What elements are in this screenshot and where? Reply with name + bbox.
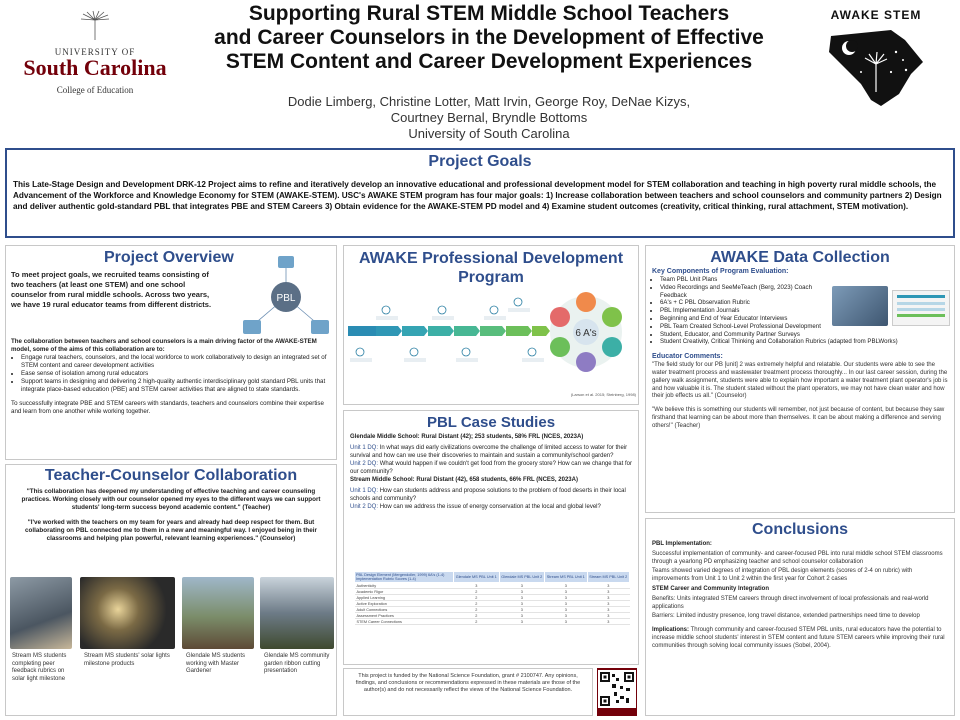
table-cell: 2 bbox=[454, 589, 500, 595]
funding-text: This project is funded by the National Science Foundation, grant # 2100747. Any opinions, findings, and conclusions or recommendations expressed in these materials are those of the author(s) and do not necessarily reflect the views of the National Science Foundation. bbox=[355, 673, 581, 693]
list-item: • 6A's + C PBL Observation Rubric bbox=[660, 299, 821, 307]
educator-comment-1: "The field study for our PB [unit] 2 was extremely helpful and relatable. Our students were able to see the water treatment process and wastewater treatment process thoroughly... In our last career session, during the gallery walk assignment, students were able to explain how important a water treatment plant operator's job is and how valuable it is. The student stated without the plant operators, we may not have clean water and how their job effects us all." (Counselor) bbox=[652, 361, 948, 400]
implications-text: Implications: Through community and career-focused STEM PBL units, rural educators have the potential to increase middle school students' interest in STEM content and future STEM careers while improving their rural communities through solving local community issues (Sobel, 2004). bbox=[652, 627, 945, 649]
implementation-point-2: Teams showed varied degrees of integration of PBL design elements (scores of 2-4 on rubric) with improvements from Unit 1 to Unit 2 within the first year for Cohort 2 cases bbox=[652, 568, 913, 583]
qr-code[interactable] bbox=[597, 668, 637, 716]
pd-citation: (Larson et al. 2015; Steinberg, 1998) bbox=[570, 392, 636, 397]
rubric-scores-table bbox=[354, 571, 630, 625]
authors bbox=[182, 94, 796, 142]
table-cell: 3 bbox=[499, 595, 545, 601]
dq-1: Unit 1 DQ: In what ways did early civilizations overcome the challenge of limited access to water for their survival and how can we use their discoveries to maintain and sustain a community/school garden? bbox=[350, 445, 628, 459]
poster-title-block bbox=[182, 2, 796, 150]
list-item: • Student, Educator, and Community Partner Surveys bbox=[660, 331, 955, 339]
university-of-label: UNIVERSITY OF bbox=[54, 47, 136, 57]
photo-peer-feedback bbox=[10, 577, 72, 649]
pbl-center-label: PBL bbox=[276, 293, 296, 304]
table-cell: Academic Rigor bbox=[355, 589, 454, 595]
list-item: • Ease sense of isolation among rural educators bbox=[21, 370, 333, 378]
table-cell: Adult Connections bbox=[355, 607, 454, 613]
overview-closing: To successfully integrate PBE and STEM careers with standards, teachers and counselors combine their expertise and learn from one another while working together. bbox=[11, 400, 324, 415]
table-cell: 3 bbox=[587, 601, 630, 607]
table-cell: 3 bbox=[587, 613, 630, 619]
conclusions-body bbox=[646, 539, 954, 655]
pd-model-graphic bbox=[346, 292, 638, 402]
table-cell: 3 bbox=[499, 583, 545, 589]
overview-intro: To meet project goals, we recruited teams consisting of two teachers (at least one STEM) and one school counselor from rural middle schools. Across two years, we have 19 rural educator teams from different districts. bbox=[11, 270, 212, 309]
photo-caption: Glendale MS students working with Master Gardener bbox=[186, 653, 246, 674]
table-cell: 2 bbox=[454, 601, 500, 607]
project-overview-heading: Project Overview bbox=[104, 249, 234, 266]
table-cell: 2 bbox=[454, 607, 500, 613]
components-heading: Key Components of Program Evaluation: bbox=[652, 268, 789, 275]
title-line-3: STEM Content and Career Development Experiences bbox=[225, 50, 753, 73]
awake-stem-label: AWAKE STEM bbox=[830, 8, 922, 22]
table-cell: 3 bbox=[499, 601, 545, 607]
usc-logo bbox=[10, 10, 180, 120]
table-cell: 3 bbox=[499, 607, 545, 613]
data-collection-panel bbox=[645, 245, 955, 513]
photo-solar-lights bbox=[80, 577, 175, 649]
table-cell: 3 bbox=[499, 589, 545, 595]
overview-bullet-list bbox=[11, 354, 333, 394]
awake-stem-logo bbox=[800, 8, 952, 128]
pd-heading bbox=[344, 249, 638, 287]
table-header-row bbox=[355, 572, 630, 583]
table-cell: 2 bbox=[454, 613, 500, 619]
table-cell: 3 bbox=[587, 583, 630, 589]
career-integration-heading: STEM Career and Community Integration bbox=[652, 585, 770, 592]
column-header: Glendale MS PBL Unit 2 bbox=[499, 572, 545, 583]
data-collection-heading: AWAKE Data Collection bbox=[710, 249, 890, 266]
table-cell: 3 bbox=[587, 607, 630, 613]
table-cell: Authenticity bbox=[355, 583, 454, 589]
qr-code-icon bbox=[598, 670, 636, 708]
pd-timeline bbox=[348, 298, 550, 362]
table-cell: 3 bbox=[545, 607, 587, 613]
list-item: • Engage rural teachers, counselors, and the local workforce to work collaboratively to design an integrated set of STEM content and career development activities bbox=[21, 354, 333, 370]
dq-4: Unit 2 DQ: How can we address the issue of energy conservation at the local and global level? bbox=[350, 504, 601, 510]
video-screenshot bbox=[832, 286, 888, 326]
pbl-team-diagram bbox=[238, 254, 334, 340]
pbl-case-studies-panel bbox=[343, 410, 639, 665]
photo-ribbon-cutting bbox=[260, 577, 334, 649]
photo-caption: Glendale MS community garden ribbon cutting presentation bbox=[264, 653, 330, 674]
implementation-heading: PBL Implementation: bbox=[652, 541, 712, 547]
dq-3: Unit 1 DQ: How can students address and propose solutions to the problem of food deserts in their local schools and community? bbox=[350, 488, 626, 502]
table-cell: 3 bbox=[545, 613, 587, 619]
university-name: South Carolina bbox=[23, 55, 167, 80]
pd-heading-line-2: Program bbox=[458, 269, 524, 286]
college-name: College of Education bbox=[56, 85, 134, 95]
photo-caption: Stream MS students completing peer feedback rubrics on solar light milestone bbox=[12, 653, 67, 682]
dq-2: Unit 2 DQ: What would happen if we couldn't get food from the grocery store? How can we change that for our community? bbox=[350, 461, 632, 475]
overview-body bbox=[11, 338, 333, 416]
counselor-quote: "I've worked with the teachers on my team for years and already had deep respect for them. But collaborating on PBL connected me to them in a new and meaningful way. I enjoyed being in their classrooms and helping plan powerful, relevant learning experiences." (Counselor) bbox=[25, 519, 317, 542]
table-cell: 3 bbox=[545, 601, 587, 607]
title-line-1: Supporting Rural STEM Middle School Teachers bbox=[248, 2, 730, 25]
list-item: • Beginning and End of Year Educator Interviews bbox=[660, 315, 821, 323]
overview-lead: The collaboration between teachers and school counselors is a main driving factor of the AWAKE-STEM model, some of the aims of this collaboration are to: bbox=[11, 338, 317, 353]
title-line-2: and Career Counselors in the Development of Effective bbox=[214, 26, 764, 49]
project-overview-panel bbox=[5, 245, 337, 460]
authors-line-1: Dodie Limberg, Christine Lotter, Matt Irvin, George Roy, DeNae Kizys, bbox=[287, 94, 691, 109]
authors-line-2: Courtney Bernal, Bryndle Bottoms bbox=[390, 110, 588, 125]
column-header: Glendale MS PBL Unit 1 bbox=[454, 572, 500, 583]
components-list bbox=[646, 276, 898, 346]
implementation-point-1: Successful implementation of community- and career-focused PBL into rural middle school STEM classrooms through a yearlong PD emphasizing teacher and school counselor collaboration bbox=[652, 550, 943, 565]
table-cell: 3 bbox=[587, 619, 630, 625]
photo-caption: Stream MS students' solar lights milestone products bbox=[84, 653, 170, 667]
benefits-text: Benefits: Units integrated STEM careers through direct involvement of local professionals and real-world applications bbox=[652, 595, 929, 610]
table-cell: 3 bbox=[545, 589, 587, 595]
educator-comment-2: "We believe this is something our students will remember, not just because of content, but because they saw firsthand that learning can be about more than themselves. It can be about making a difference and serving others!" (Teacher) bbox=[652, 406, 945, 429]
table-cell: 3 bbox=[499, 613, 545, 619]
column-header: PBL Design Element (Mergendoller, 1999) 6A's (1-4) Implementation Rubric Scores (1-4) bbox=[355, 572, 454, 583]
six-as-label: 6 A's bbox=[575, 328, 597, 339]
table-cell: 3 bbox=[454, 583, 500, 589]
conclusions-panel bbox=[645, 518, 955, 716]
school-2-heading: Stream Middle School: Rural Distant (42), 658 students, 66% FRL (NCES, 2023A) bbox=[350, 477, 578, 483]
list-item: • Support teams in designing and delivering 2 high-quality authentic interdisciplinary gold standard PBL units that integrate place-based education (PBE) and STEM career activities that are aligned to state standards. bbox=[21, 378, 333, 394]
list-item: • Student Creativity, Critical Thinking and Collaboration Rubrics (adapted from PBLWorks) bbox=[660, 338, 955, 346]
pd-heading-line-1: AWAKE Professional Development bbox=[358, 250, 624, 267]
table-cell: Assessment Practices bbox=[355, 613, 454, 619]
table-cell: Active Exploration bbox=[355, 601, 454, 607]
rubric-screenshot bbox=[892, 290, 950, 326]
column-header: Stream MS PBL Unit 1 bbox=[545, 572, 587, 583]
teacher-quote: "This collaboration has deepened my understanding of effective teaching and career counseling practices. Working closely with our counselor opened my eyes to the different ways we can support students' long-term success beyond academic content." (Teacher) bbox=[21, 488, 321, 511]
conclusions-heading: Conclusions bbox=[751, 521, 848, 538]
list-item: • PBL Team Created School-Level Professional Development bbox=[660, 323, 955, 331]
table-cell: 2 bbox=[454, 619, 500, 625]
professional-development-panel bbox=[343, 245, 639, 405]
table-cell: 2 bbox=[454, 595, 500, 601]
barriers-text: Barriers: Limited industry presence, long travel distance, extended partnerships need time to develop bbox=[652, 613, 920, 620]
photo-master-gardener bbox=[182, 577, 254, 649]
table-cell: 3 bbox=[545, 583, 587, 589]
funding-note bbox=[343, 668, 593, 716]
project-goals-text: This Late-Stage Design and Development DRK-12 Project aims to refine and iteratively develop an innovative educational and professional development model for STEM collaboration and teaching in high poverty rural middle schools, the Advancement of the Workforce and Knowledge Economy for STEM (AWAKE-STEM). USC's AWAKE STEM program has four major goals: 1) Increase collaboration between teachers and school counselors and community partners 2) Design and deliver authentic gold-standard PBL that integrates PBE and STEM Careers 3) Obtain evidence for the AWAKE-STEM PD model and 4) Examine student outcomes (creativity, critical thinking, rural attachment, STEM motivation). bbox=[13, 180, 942, 211]
list-item: • Team PBL Unit Plans bbox=[660, 276, 821, 284]
six-as-cycle bbox=[550, 292, 622, 372]
list-item: • PBL Implementation Journals bbox=[660, 307, 821, 315]
table-row bbox=[355, 619, 630, 625]
list-item: • Video Recordings and SeeMeTeach (Berg, 2023) Coach Feedback bbox=[660, 284, 821, 300]
affiliation: University of South Carolina bbox=[408, 126, 570, 141]
palmetto-tree-icon bbox=[75, 10, 115, 40]
table-cell: 3 bbox=[499, 619, 545, 625]
teacher-counselor-collaboration-panel bbox=[5, 464, 337, 716]
case-studies-heading: PBL Case Studies bbox=[426, 414, 556, 431]
table-cell: 3 bbox=[587, 589, 630, 595]
collaboration-photos bbox=[10, 577, 334, 649]
table-cell: 3 bbox=[545, 595, 587, 601]
south-carolina-map-icon bbox=[821, 22, 931, 114]
case-studies-body bbox=[344, 431, 638, 513]
table-cell: 3 bbox=[545, 619, 587, 625]
school-1-heading: Glendale Middle School: Rural Distant (42); 253 students, 58% FRL (NCES, 2023A) bbox=[350, 434, 584, 440]
project-goals-heading: Project Goals bbox=[428, 153, 532, 170]
column-header: Stream MS PBL Unit 2 bbox=[587, 572, 630, 583]
educator-comments-heading: Educator Comments: bbox=[652, 353, 723, 361]
table-cell: STEM Career Connections bbox=[355, 619, 454, 625]
table-cell: Applied Learning bbox=[355, 595, 454, 601]
table-cell: 3 bbox=[587, 595, 630, 601]
project-goals-panel bbox=[5, 148, 955, 238]
data-collection-screenshots bbox=[832, 286, 950, 340]
collaboration-heading: Teacher-Counselor Collaboration bbox=[44, 467, 298, 484]
